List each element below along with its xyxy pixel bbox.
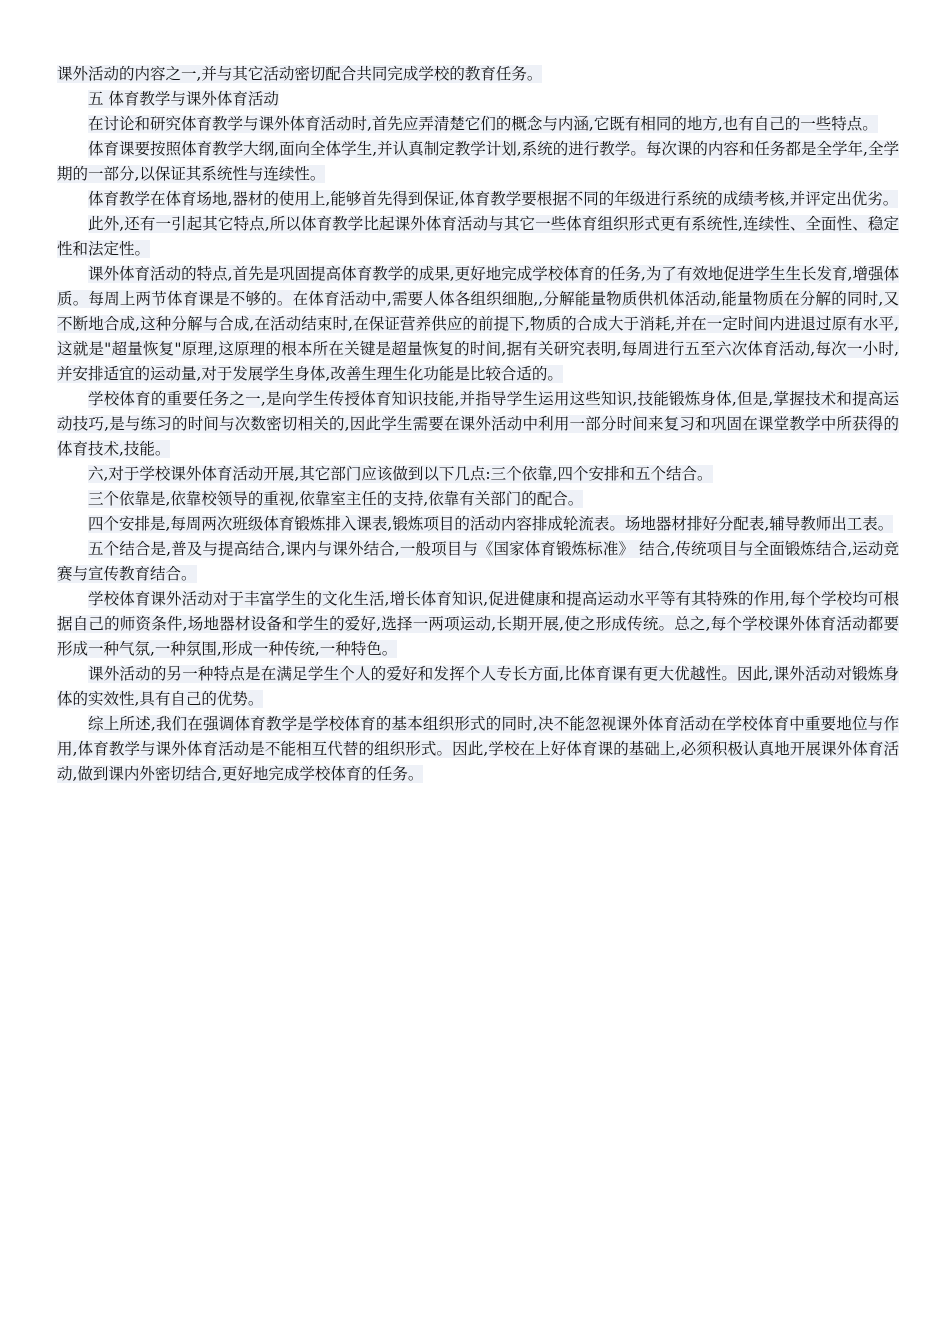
paragraph (57, 212, 899, 262)
paragraph (57, 712, 899, 787)
paragraph-text: 三个依靠是,依靠校领导的重视,依靠室主任的支持,依靠有关部门的配合。 (88, 490, 584, 508)
paragraph-text: 在讨论和研究体育教学与课外体育活动时,首先应弄清楚它们的概念与内涵,它既有相同的地方,也有自己的一些特点。 (88, 115, 878, 133)
paragraph (57, 537, 899, 587)
paragraph (57, 187, 899, 212)
section-heading-text: 六,对于学校课外体育活动开展,其它部门应该做到以下几点:三个依靠,四个安排和五个结合。 (88, 465, 713, 483)
paragraph-text: 体育教学在体育场地,器材的使用上,能够首先得到保证,体育教学要根据不同的年级进行系统的成绩考核,并评定出优劣。 (88, 190, 899, 208)
paragraph (57, 112, 899, 137)
section-heading-text: 五 体育教学与课外体育活动 (88, 90, 279, 108)
paragraph (57, 137, 899, 187)
paragraph (57, 387, 899, 462)
paragraph-text: 综上所述,我们在强调体育教学是学校体育的基本组织形式的同时,决不能忽视课外体育活动在学校体育中重要地位与作用,体育教学与课外体育活动是不能相互代替的组织形式。因此,学校在上好体育课的基础上,必须积极认真地开展课外体育活动,做到课内外密切结合,更好地完成学校体育的任务。 (57, 715, 899, 783)
paragraph (57, 587, 899, 662)
paragraph-text: 此外,还有一引起其它特点,所以体育教学比起课外体育活动与其它一些体育组织形式更有系统性,连续性、全面性、稳定性和法定性。 (57, 215, 899, 258)
paragraph-text: 四个安排是,每周两次班级体育锻炼排入课表,锻炼项目的活动内容排成轮流表。场地器材排好分配表,辅导教师出工表。 (88, 515, 894, 533)
paragraph (57, 512, 899, 537)
section-heading (57, 87, 899, 112)
paragraph (57, 262, 899, 387)
paragraph-text: 学校体育课外活动对于丰富学生的文化生活,增长体育知识,促进健康和提高运动水平等有其特殊的作用,每个学校均可根据自己的师资条件,场地器材设备和学生的爱好,选择一两项运动,长期开展,使之形成传统。总之,每个学校课外体育活动都要形成一种气氛,一种氛围,形成一种传统,一种特色。 (57, 590, 899, 658)
paragraph-text: 课外活动的内容之一,并与其它活动密切配合共同完成学校的教育任务。 (57, 65, 543, 83)
paragraph (57, 487, 899, 512)
paragraph-text: 学校体育的重要任务之一,是向学生传授体育知识技能,并指导学生运用这些知识,技能锻炼身体,但是,掌握技术和提高运动技巧,是与练习的时间与次数密切相关的,因此学生需要在课外活动中利用一部分时间来复习和巩固在课堂教学中所获得的体育技术,技能。 (57, 390, 899, 458)
paragraph (57, 662, 899, 712)
paragraph-text: 课外活动的另一种特点是在满足学生个人的爱好和发挥个人专长方面,比体育课有更大优越性。因此,课外活动对锻炼身体的实效性,具有自己的优势。 (57, 665, 899, 708)
paragraph-text: 课外体育活动的特点,首先是巩固提高体育教学的成果,更好地完成学校体育的任务,为了有效地促进学生生长发育,增强体质。每周上两节体育课是不够的。在体育活动中,需要人体各组织细胞,,分解能量物质供机体活动,能量物质在分解的同时,又不断地合成,这种分解与合成,在活动结束时,在保证营养供应的前提下,物质的合成大于消耗,并在一定时间内进退过原有水平,这就是"超量恢复"原理,这原理的根本所在关键是超量恢复的时间,据有关研究表明,每周进行五至六次体育活动,每次一小时,并安排适宜的运动量,对于发展学生身体,改善生理生化功能是比较合适的。 (57, 265, 899, 383)
document-page (57, 62, 899, 787)
paragraph-continuation (57, 62, 899, 87)
paragraph-text: 体育课要按照体育教学大纲,面向全体学生,并认真制定教学计划,系统的进行教学。每次课的内容和任务都是全学年,全学期的一部分,以保证其系统性与连续性。 (57, 140, 899, 183)
section-heading (57, 462, 899, 487)
paragraph-text: 五个结合是,普及与提高结合,课内与课外结合,一般项目与《国家体育锻炼标准》 结合,传统项目与全面锻炼结合,运动竞赛与宣传教育结合。 (57, 540, 899, 583)
